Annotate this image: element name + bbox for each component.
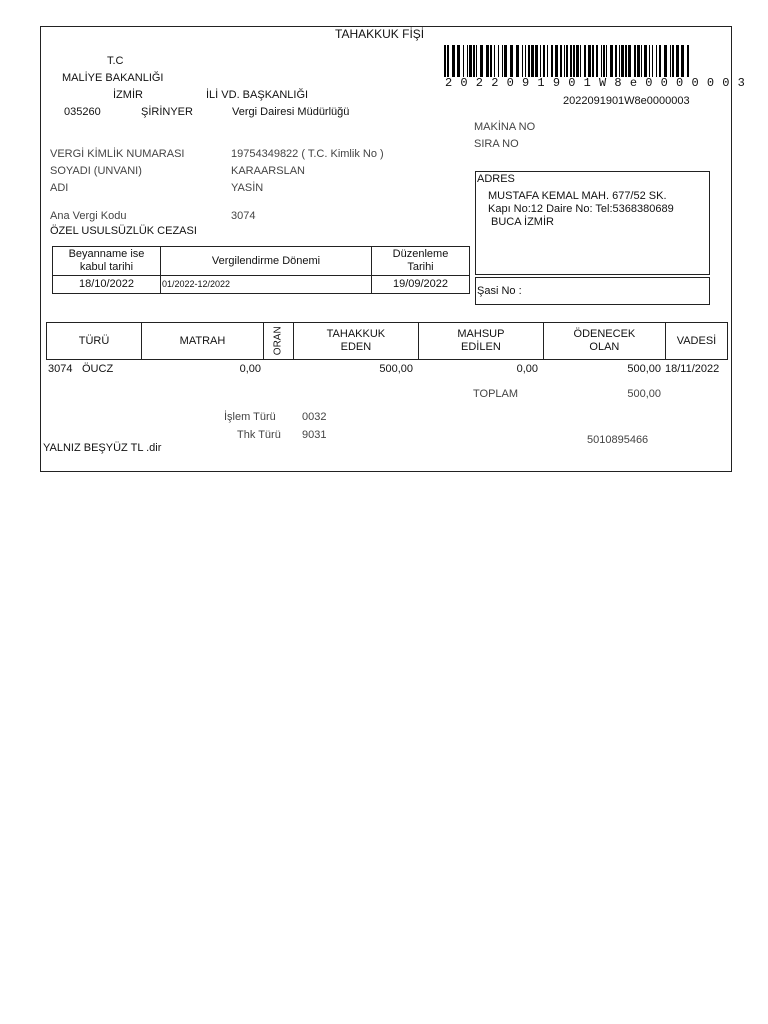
sira-no-label: SIRA NO xyxy=(474,138,519,150)
surname-label: SOYADI (UNVANI) xyxy=(50,165,142,177)
thk-turu-label: Thk Türü xyxy=(237,429,281,441)
row-mahsup: 0,00 xyxy=(516,363,538,375)
issue-date-value: 19/09/2022 xyxy=(372,276,470,294)
column-header-turu: TÜRÜ xyxy=(47,323,142,360)
address-label: ADRES xyxy=(477,173,515,185)
address-line-2: Kapı No:12 Daire No: Tel:5368380689 xyxy=(488,203,674,215)
tax-code-value: 3074 xyxy=(231,210,256,222)
address-line-1: MUSTAFA KEMAL MAH. 677/52 SK. xyxy=(488,190,667,202)
office-type: Vergi Dairesi Müdürlüğü xyxy=(232,106,350,118)
column-header-mahsup: MAHSUP EDİLEN xyxy=(418,323,543,360)
period-value: 01/2022-12/2022 xyxy=(161,276,372,294)
total-value: 500,00 xyxy=(627,388,661,400)
barcode xyxy=(444,45,690,77)
row-matrah: 0,00 xyxy=(239,363,261,375)
main-table-header xyxy=(46,322,728,360)
issuer-department: İLİ VD. BAŞKANLIĞI xyxy=(206,89,309,101)
row-code: 3074 xyxy=(48,363,73,375)
name-value: YASİN xyxy=(231,182,264,194)
row-vade: 18/11/2022 xyxy=(665,363,720,375)
issuer-ministry: MALİYE BAKANLIĞI xyxy=(62,72,164,84)
acceptance-date-value: 18/10/2022 xyxy=(53,276,161,294)
period-table xyxy=(52,246,470,294)
issuer-tc: T.C xyxy=(107,55,124,67)
name-label: ADI xyxy=(50,182,69,194)
total-label: TOPLAM xyxy=(473,388,519,400)
makina-no-label: MAKİNA NO xyxy=(474,121,536,133)
column-header-oran: ORAN xyxy=(264,323,294,360)
islem-turu-value: 0032 xyxy=(302,411,327,423)
row-odenecek: 500,00 xyxy=(627,363,661,375)
office-code: 035260 xyxy=(64,106,101,118)
barcode-digits: 2 0 2 2 0 9 1 9 0 1 W 8 e 0 0 0 0 0 0 3 xyxy=(445,76,746,90)
period-header: Vergilendirme Dönemi xyxy=(161,247,372,276)
office-name: ŞİRİNYER xyxy=(141,106,193,118)
penalty-label: ÖZEL USULSÜZLÜK CEZASI xyxy=(50,225,197,237)
issuer-city: İZMİR xyxy=(113,89,143,101)
acceptance-date-header: Beyanname ise kabul tarihi xyxy=(53,247,161,276)
row-type: ÖUCZ xyxy=(82,363,114,375)
row-tahakkuk: 500,00 xyxy=(379,363,413,375)
barcode-number: 2022091901W8e0000003 xyxy=(563,95,690,107)
issue-date-header: Düzenleme Tarihi xyxy=(372,247,470,276)
sasi-label: Şasi No : xyxy=(477,285,522,297)
amount-in-words: YALNIZ BEŞYÜZ TL .dir xyxy=(43,442,162,454)
reference-number: 5010895466 xyxy=(587,434,649,446)
column-header-tahakkuk: TAHAKKUK EDEN xyxy=(293,323,418,360)
thk-turu-value: 9031 xyxy=(302,429,327,441)
column-header-vadesi: VADESİ xyxy=(665,323,727,360)
islem-turu-label: İşlem Türü xyxy=(224,411,276,423)
tax-code-label: Ana Vergi Kodu xyxy=(50,210,127,222)
surname-value: KARAARSLAN xyxy=(231,165,305,177)
column-header-matrah: MATRAH xyxy=(142,323,264,360)
tax-receipt xyxy=(40,26,746,472)
vkn-value: 19754349822 ( T.C. Kimlik No ) xyxy=(231,148,384,160)
address-line-3: BUCA İZMİR xyxy=(491,216,554,228)
sasi-box xyxy=(475,277,710,305)
address-box xyxy=(475,171,710,275)
vkn-label: VERGİ KİMLİK NUMARASI xyxy=(50,148,185,160)
document-title: TAHAKKUK FİŞİ xyxy=(335,27,425,41)
column-header-odenecek: ÖDENECEK OLAN xyxy=(543,323,665,360)
